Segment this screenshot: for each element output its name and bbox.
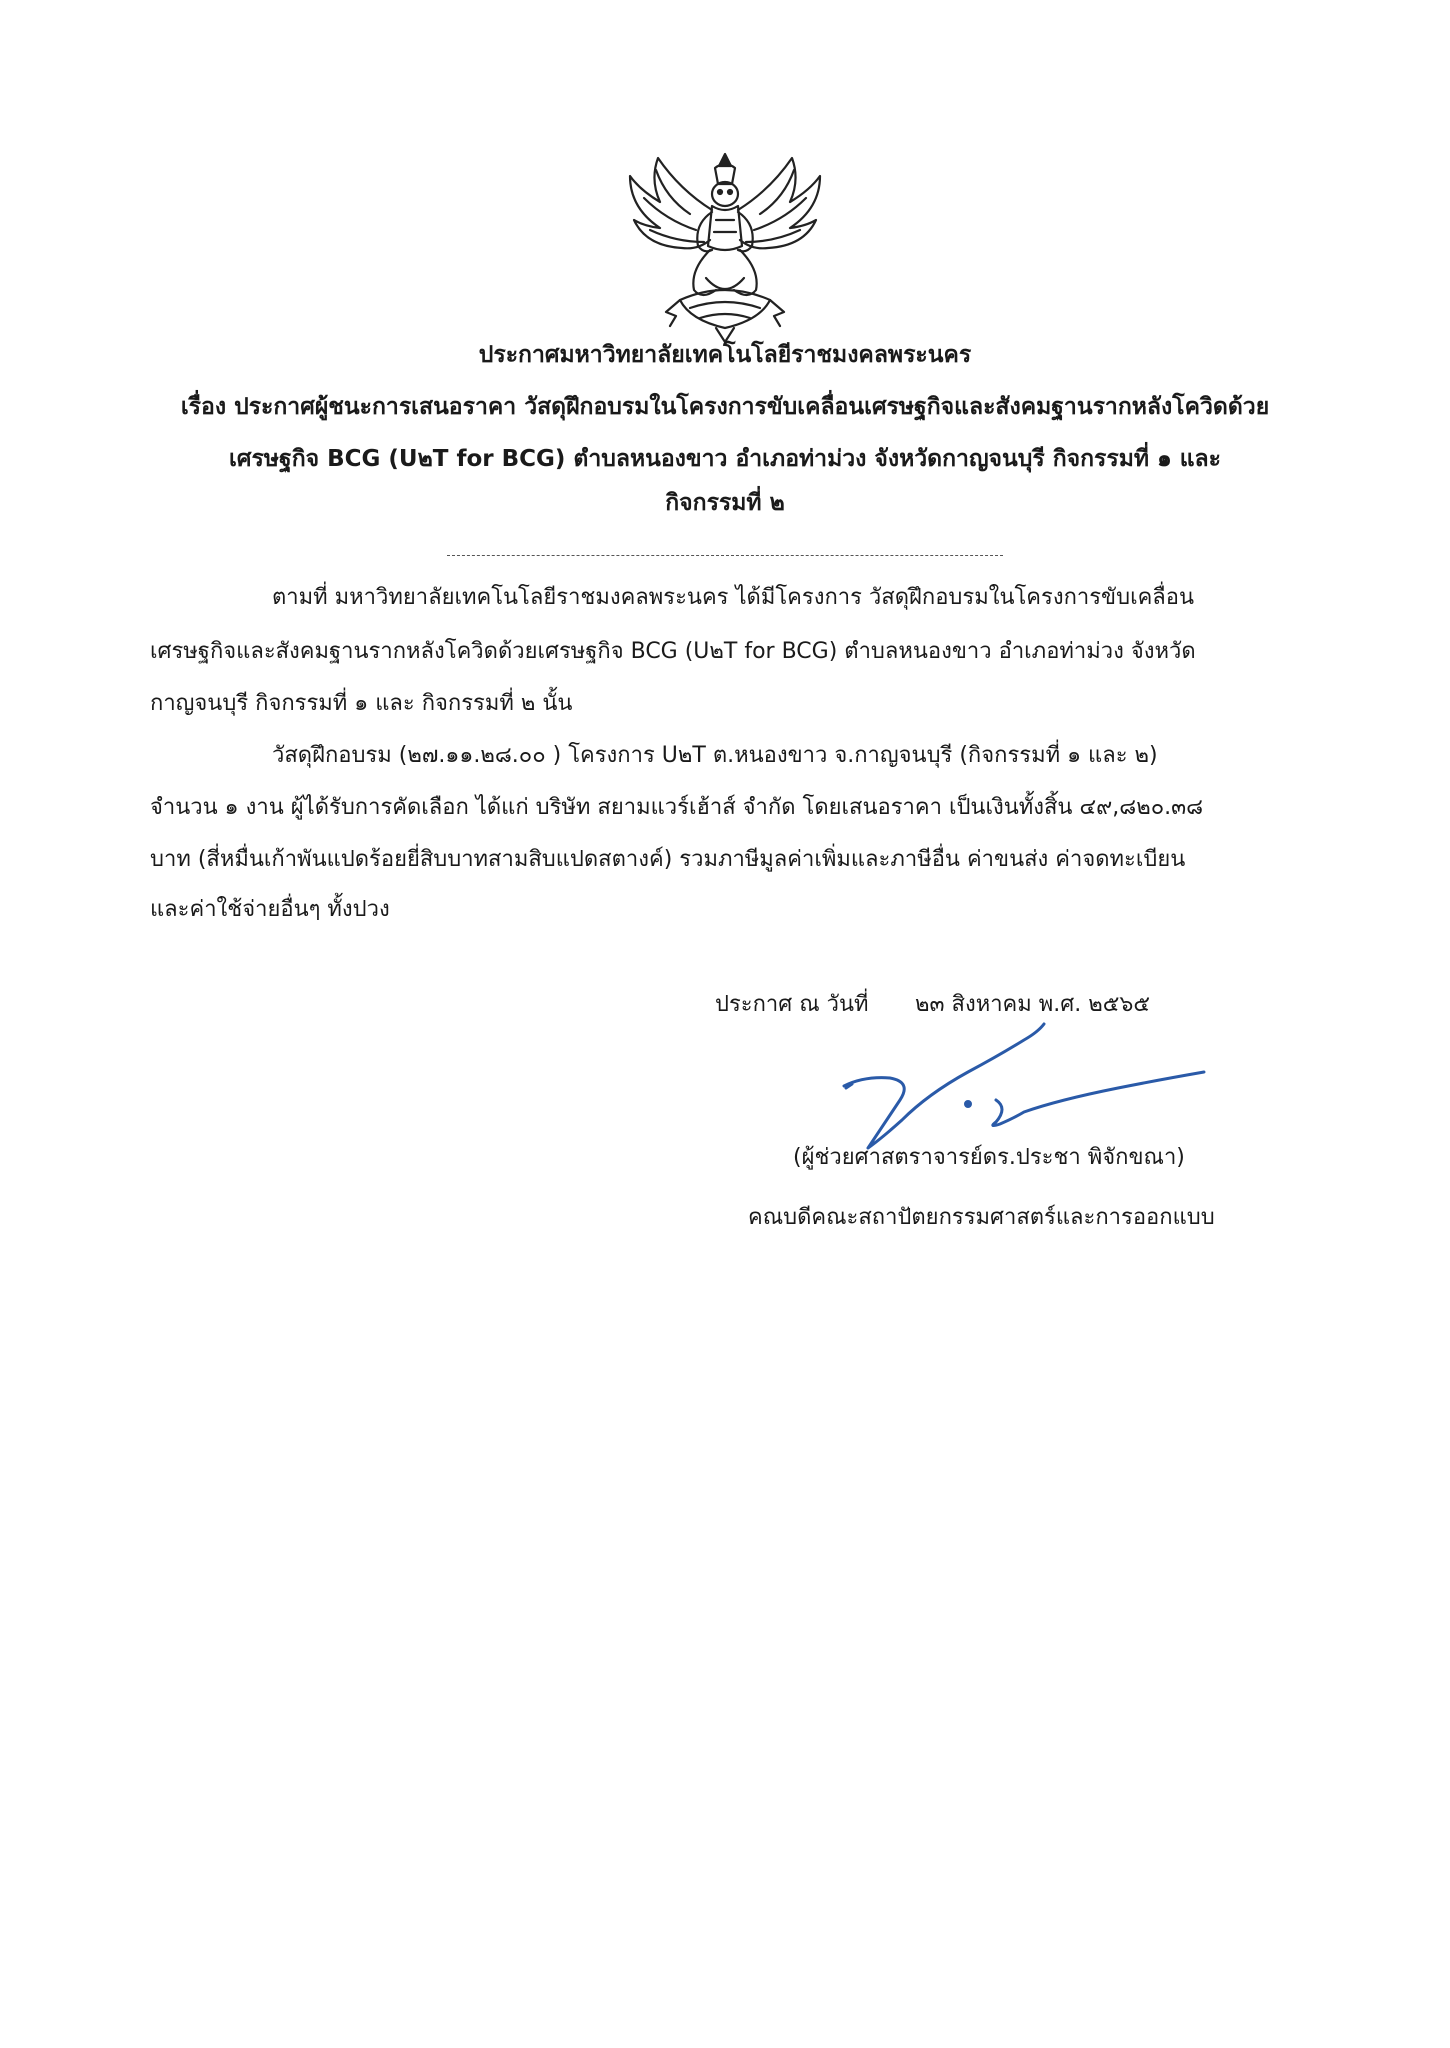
announcement-title: ประกาศมหาวิทยาลัยเทคโนโลยีราชมงคลพระนคร: [478, 342, 972, 368]
paragraph-1-line-3: กาญจนบุรี กิจกรรมที่ ๑ และ กิจกรรมที่ ๒ นั้น: [150, 691, 573, 716]
paragraph-2-line-1: วัสดุฝึกอบรม (๒๗.๑๑.๒๘.๐๐ ) โครงการ U๒T ต.หนองขาว จ.กาญจนบุรี (กิจกรรมที่ ๑ และ ๒): [272, 743, 1158, 768]
signature: [828, 1020, 1218, 1160]
paragraph-2-line-4: และค่าใช้จ่ายอื่นๆ ทั้งปวง: [150, 897, 390, 922]
divider: [447, 555, 1003, 556]
announcement-date-label: ประกาศ ณ วันที่: [715, 992, 869, 1017]
subject-line-3: กิจกรรมที่ ๒: [665, 490, 785, 516]
paragraph-1-line-2: เศรษฐกิจและสังคมฐานรากหลังโควิดด้วยเศรษฐกิจ BCG (U๒T for BCG) ตำบลหนองขาว อำเภอท่าม่วง จังหวัด: [150, 639, 1196, 664]
paragraph-1-line-1: ตามที่ มหาวิทยาลัยเทคโนโลยีราชมงคลพระนคร ได้มีโครงการ วัสดุฝึกอบรมในโครงการขับเคลื่อน: [272, 585, 1195, 610]
paragraph-2-line-3: บาท (สี่หมื่นเก้าพันแปดร้อยยี่สิบบาทสามสิบแปดสตางค์) รวมภาษีมูลค่าเพิ่มและภาษีอื่น ค่าขนส่ง ค่าจดทะเบียน: [150, 847, 1186, 872]
subject-line-2: เศรษฐกิจ BCG (U๒T for BCG) ตำบลหนองขาว อำเภอท่าม่วง จังหวัดกาญจนบุรี กิจกรรมที่ ๑ และ: [229, 446, 1221, 472]
paragraph-2-line-2: จำนวน ๑ งาน ผู้ได้รับการคัดเลือก ได้แก่ บริษัท สยามแวร์เฮ้าส์ จำกัด โดยเสนอราคา เป็นเงินทั้งสิ้น ๔๙,๘๒๐.๓๘: [150, 795, 1204, 820]
signatory-name: (ผู้ช่วยศาสตราจารย์ดร.ประชา พิจักขณา): [793, 1145, 1185, 1170]
signatory-position: คณบดีคณะสถาปัตยกรรมศาสตร์และการออกแบบ: [748, 1205, 1215, 1230]
garuda-emblem-icon: [620, 150, 830, 345]
subject-line-1: เรื่อง ประกาศผู้ชนะการเสนอราคา วัสดุฝึกอบรมในโครงการขับเคลื่อนเศรษฐกิจและสังคมฐานรากหลังโควิดด้วย: [180, 394, 1270, 420]
announcement-date: ๒๓ สิงหาคม พ.ศ. ๒๕๖๕: [915, 992, 1150, 1017]
